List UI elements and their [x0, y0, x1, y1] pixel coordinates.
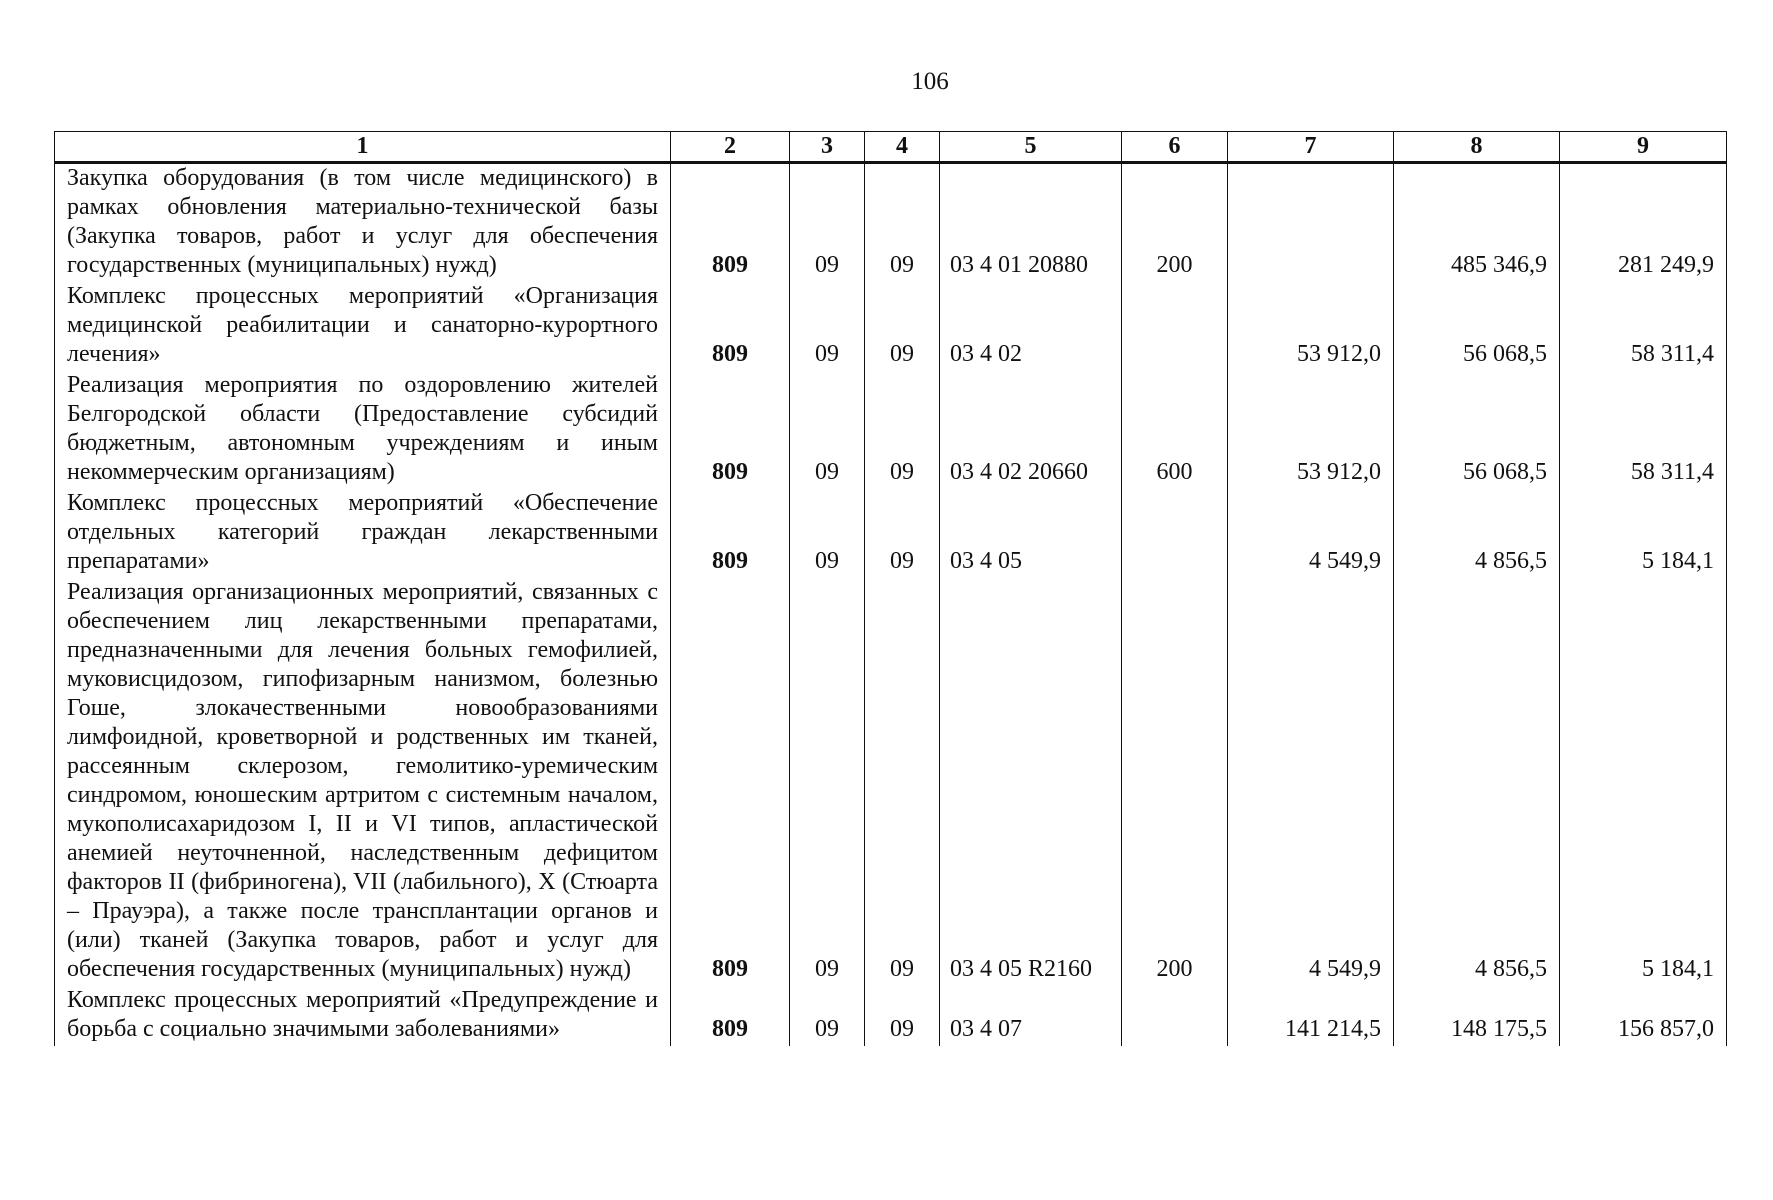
- cell-section: 09: [790, 986, 865, 1046]
- cell-col-8: 485 346,9: [1394, 163, 1560, 283]
- cell-ministry-code: 809: [671, 282, 790, 371]
- cell-ministry-code: 809: [671, 489, 790, 578]
- table-row: [55, 578, 1727, 986]
- cell-col-9: 5 184,1: [1560, 578, 1727, 986]
- cell-col-7: 53 912,0: [1228, 371, 1394, 489]
- cell-col-8: 56 068,5: [1394, 371, 1560, 489]
- cell-subsection: 09: [865, 282, 940, 371]
- cell-col-7: 4 549,9: [1228, 489, 1394, 578]
- header-row: [55, 132, 1727, 163]
- cell-expense-type: [1122, 282, 1228, 371]
- cell-section: 09: [790, 489, 865, 578]
- cell-col-8: 4 856,5: [1394, 578, 1560, 986]
- cell-target-article: 03 4 01 20880: [940, 163, 1122, 283]
- header-col-1: 1: [55, 132, 671, 163]
- cell-col-8: 4 856,5: [1394, 489, 1560, 578]
- page-number: 106: [911, 68, 949, 95]
- table-row: [55, 986, 1727, 1046]
- cell-section: 09: [790, 578, 865, 986]
- cell-col-9: 5 184,1: [1560, 489, 1727, 578]
- table-row: [55, 489, 1727, 578]
- header-col-6: 6: [1122, 132, 1228, 163]
- header-col-8: 8: [1394, 132, 1560, 163]
- cell-subsection: 09: [865, 489, 940, 578]
- header-col-9: 9: [1560, 132, 1727, 163]
- cell-target-article: 03 4 05 R2160: [940, 578, 1122, 986]
- cell-ministry-code: 809: [671, 578, 790, 986]
- cell-expense-type: [1122, 986, 1228, 1046]
- cell-col-9: 58 311,4: [1560, 371, 1727, 489]
- cell-expense-type: 200: [1122, 163, 1228, 283]
- cell-col-7: 141 214,5: [1228, 986, 1394, 1046]
- cell-ministry-code: 809: [671, 371, 790, 489]
- cell-subsection: 09: [865, 578, 940, 986]
- cell-col-7: 4 549,9: [1228, 578, 1394, 986]
- header-col-2: 2: [671, 132, 790, 163]
- cell-subsection: 09: [865, 986, 940, 1046]
- table-row: [55, 371, 1727, 489]
- cell-expense-type: 200: [1122, 578, 1228, 986]
- budget-table: [54, 131, 1727, 1046]
- header-col-3: 3: [790, 132, 865, 163]
- cell-ministry-code: 809: [671, 163, 790, 283]
- table-body: [55, 163, 1727, 1047]
- cell-col-9: 58 311,4: [1560, 282, 1727, 371]
- cell-col-9: 156 857,0: [1560, 986, 1727, 1046]
- cell-section: 09: [790, 371, 865, 489]
- row-name: Комплекс процессных мероприятий «Обеспечение отдельных категорий граждан лекарственными препаратами»: [55, 489, 671, 578]
- cell-expense-type: [1122, 489, 1228, 578]
- cell-section: 09: [790, 163, 865, 283]
- cell-subsection: 09: [865, 371, 940, 489]
- cell-target-article: 03 4 02: [940, 282, 1122, 371]
- cell-target-article: 03 4 07: [940, 986, 1122, 1046]
- table-row: [55, 163, 1727, 283]
- cell-col-8: 148 175,5: [1394, 986, 1560, 1046]
- cell-expense-type: 600: [1122, 371, 1228, 489]
- cell-subsection: 09: [865, 163, 940, 283]
- cell-col-9: 281 249,9: [1560, 163, 1727, 283]
- table-header: [55, 132, 1727, 163]
- header-col-4: 4: [865, 132, 940, 163]
- cell-col-7: [1228, 163, 1394, 283]
- table-row: [55, 282, 1727, 371]
- header-col-7: 7: [1228, 132, 1394, 163]
- cell-target-article: 03 4 02 20660: [940, 371, 1122, 489]
- cell-col-7: 53 912,0: [1228, 282, 1394, 371]
- row-name: Комплекс процессных мероприятий «Организация медицинской реабилитации и санаторно-курортного лечения»: [55, 282, 671, 371]
- cell-col-8: 56 068,5: [1394, 282, 1560, 371]
- cell-target-article: 03 4 05: [940, 489, 1122, 578]
- cell-section: 09: [790, 282, 865, 371]
- row-name: Комплекс процессных мероприятий «Предупреждение и борьба с социально значимыми заболеваниями»: [55, 986, 671, 1046]
- row-name: Закупка оборудования (в том числе медицинского) в рамках обновления материально-технической базы (Закупка товаров, работ и услуг для обеспечения государственных (муниципальных) нужд): [55, 163, 671, 283]
- row-name: Реализация организационных мероприятий, связанных с обеспечением лиц лекарственными препаратами, предназначенными для лечения больных гемофилией, муковисцидозом, гипофизарным нанизмом, болезнью Гоше, злокачественными новообразованиями лимфоидной, кроветворной и родственных им тканей, рассеянным склерозом, гемолитико-уремическим синдромом, юношеским артритом с системным началом, мукополисахаридозом I, II и VI типов, апластической анемией неуточненной, наследственным дефицитом факторов II (фибриногена), VII (лабильного), X (Стюарта – Прауэра), а также после трансплантации органов и (или) тканей (Закупка товаров, работ и услуг для обеспечения государственных (муниципальных) нужд): [55, 578, 671, 986]
- cell-ministry-code: 809: [671, 986, 790, 1046]
- header-col-5: 5: [940, 132, 1122, 163]
- row-name: Реализация мероприятия по оздоровлению жителей Белгородской области (Предоставление субсидий бюджетным, автономным учреждениям и иным некоммерческим организациям): [55, 371, 671, 489]
